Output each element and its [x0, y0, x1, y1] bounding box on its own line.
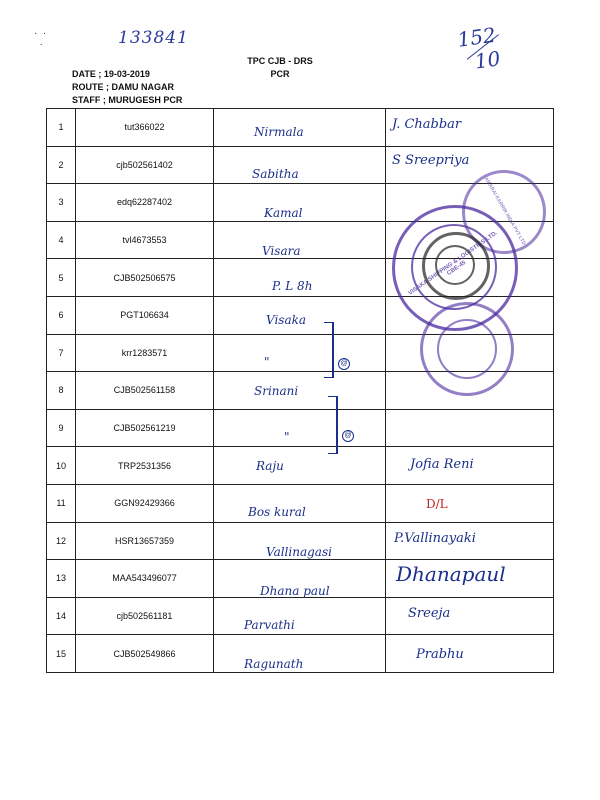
receiver-name-cell — [214, 484, 386, 522]
table-row — [47, 522, 554, 560]
serial-number: 10 — [47, 447, 76, 485]
table-row — [47, 221, 554, 259]
table-row — [47, 635, 554, 673]
bracket-rows-8-9 — [328, 396, 338, 454]
signature-cell — [386, 635, 554, 673]
signature-cell — [386, 409, 554, 447]
receiver-name-cell — [214, 221, 386, 259]
receiver-name-cell — [214, 296, 386, 334]
serial-number: 2 — [47, 146, 76, 184]
receiver-name-cell — [214, 184, 386, 222]
awb-number: CJB502549866 — [76, 635, 214, 673]
awb-number: CJB502506575 — [76, 259, 214, 297]
receiver-name: Vallinagasi — [266, 544, 332, 559]
table-row — [47, 259, 554, 297]
receiver-name-cell — [214, 259, 386, 297]
signature-cell — [386, 597, 554, 635]
receiver-name-cell — [214, 597, 386, 635]
signature: Sreeja — [408, 605, 451, 621]
awb-number: CJB502561158 — [76, 372, 214, 410]
table-row — [47, 372, 554, 410]
serial-number: 3 — [47, 184, 76, 222]
serial-number: 14 — [47, 597, 76, 635]
document-meta — [72, 68, 182, 107]
table-row — [47, 184, 554, 222]
signature: Prabhu — [416, 647, 464, 663]
awb-number: cjb502561181 — [76, 597, 214, 635]
receiver-name-cell — [214, 522, 386, 560]
table-row — [47, 409, 554, 447]
awb-number: krr1283571 — [76, 334, 214, 372]
signature-cell — [386, 146, 554, 184]
bracket-rows-6-7 — [324, 322, 334, 378]
receiver-name: Parvathi — [244, 617, 295, 632]
awb-number: edq62287402 — [76, 184, 214, 222]
receiver-name: Sabitha — [252, 166, 299, 181]
receiver-name: Visara — [262, 243, 301, 258]
signature-cell — [386, 296, 554, 334]
receiver-name-cell — [214, 334, 386, 372]
signature-cell — [386, 109, 554, 147]
receiver-name: Ragunath — [244, 657, 304, 672]
serial-number: 9 — [47, 409, 76, 447]
serial-number: 15 — [47, 635, 76, 673]
receiver-name: Raju — [256, 459, 284, 474]
route-line: ROUTE ; DAMU NAGAR — [72, 82, 174, 92]
stray-marks: · · · — [34, 28, 47, 50]
title-line-1: TPC CJB - DRS — [247, 56, 313, 66]
awb-number: PGT106634 — [76, 296, 214, 334]
signature-cell — [386, 522, 554, 560]
signature-cell — [386, 184, 554, 222]
table-row — [47, 334, 554, 372]
receiver-name: Srinani — [254, 384, 299, 399]
receiver-name-cell — [214, 372, 386, 410]
receiver-name: Nirmala — [254, 125, 304, 139]
signature-cell — [386, 221, 554, 259]
delivery-run-sheet-table — [46, 108, 554, 673]
signature-cell — [386, 372, 554, 410]
table-row — [47, 484, 554, 522]
signature: P.Vallinayaki — [394, 530, 476, 546]
awb-number: GGN92429366 — [76, 484, 214, 522]
signature: D/L — [426, 496, 448, 511]
serial-number: 11 — [47, 484, 76, 522]
serial-number: 12 — [47, 522, 76, 560]
serial-number: 8 — [47, 372, 76, 410]
serial-number: 4 — [47, 221, 76, 259]
receiver-name: Visaka — [266, 312, 307, 327]
serial-number: 13 — [47, 560, 76, 598]
awb-number: HSR13657359 — [76, 522, 214, 560]
signature-cell — [386, 334, 554, 372]
stamp-tamarai-text: TAMARAI KARRIR INDIA PVT LTD — [481, 173, 527, 247]
title-line-2: PCR — [270, 69, 290, 79]
serial-number: 5 — [47, 259, 76, 297]
signature-cell — [386, 560, 554, 598]
serial-number: 1 — [47, 109, 76, 147]
circle-mark-row-7: @ — [338, 358, 350, 370]
receiver-name: " — [284, 429, 290, 444]
signature: Jofia Reni — [410, 457, 474, 473]
document-title — [220, 55, 340, 81]
receiver-name: " — [264, 354, 270, 369]
stamp-visaka-text: VISAKA SHIPPING & LOGISTICS LTD. CBE-45 — [407, 230, 499, 297]
page-count-top: 152 — [456, 22, 498, 52]
signature: S Sreepriya — [392, 152, 470, 168]
awb-number: MAA543496077 — [76, 560, 214, 598]
receiver-name-cell — [214, 447, 386, 485]
receiver-name: P. L 8h — [272, 279, 313, 294]
receiver-name-cell — [214, 146, 386, 184]
table-row — [47, 146, 554, 184]
table-row — [47, 109, 554, 147]
awb-number: TRP2531356 — [76, 447, 214, 485]
receiver-name: Bos kural — [248, 504, 306, 519]
awb-number: CJB502561219 — [76, 409, 214, 447]
receiver-name-cell — [214, 409, 386, 447]
receiver-name-cell — [214, 635, 386, 673]
table-row — [47, 560, 554, 598]
receiver-name: Dhana paul — [260, 584, 330, 599]
awb-number: cjb502561402 — [76, 146, 214, 184]
page-count-bottom: 10 — [473, 46, 502, 74]
staff-line: STAFF ; MURUGESH PCR — [72, 95, 183, 105]
signature-cell — [386, 259, 554, 297]
circle-mark-row-9: @ — [342, 430, 354, 442]
signature: J. Chabbar — [392, 117, 462, 132]
serial-number: 6 — [47, 296, 76, 334]
receiver-name-cell — [214, 560, 386, 598]
receiver-name-cell — [214, 109, 386, 147]
awb-number: tvl4673553 — [76, 221, 214, 259]
table-row — [47, 296, 554, 334]
handwritten-document-number: 133841 — [118, 28, 189, 48]
serial-number: 7 — [47, 334, 76, 372]
date-line: DATE ; 19-03-2019 — [72, 69, 150, 79]
signature: Dhanapaul — [396, 562, 506, 587]
signature-cell — [386, 484, 554, 522]
receiver-name: Kamal — [264, 206, 303, 221]
signature-cell — [386, 447, 554, 485]
table-row — [47, 597, 554, 635]
table-row — [47, 447, 554, 485]
awb-number: tut366022 — [76, 109, 214, 147]
